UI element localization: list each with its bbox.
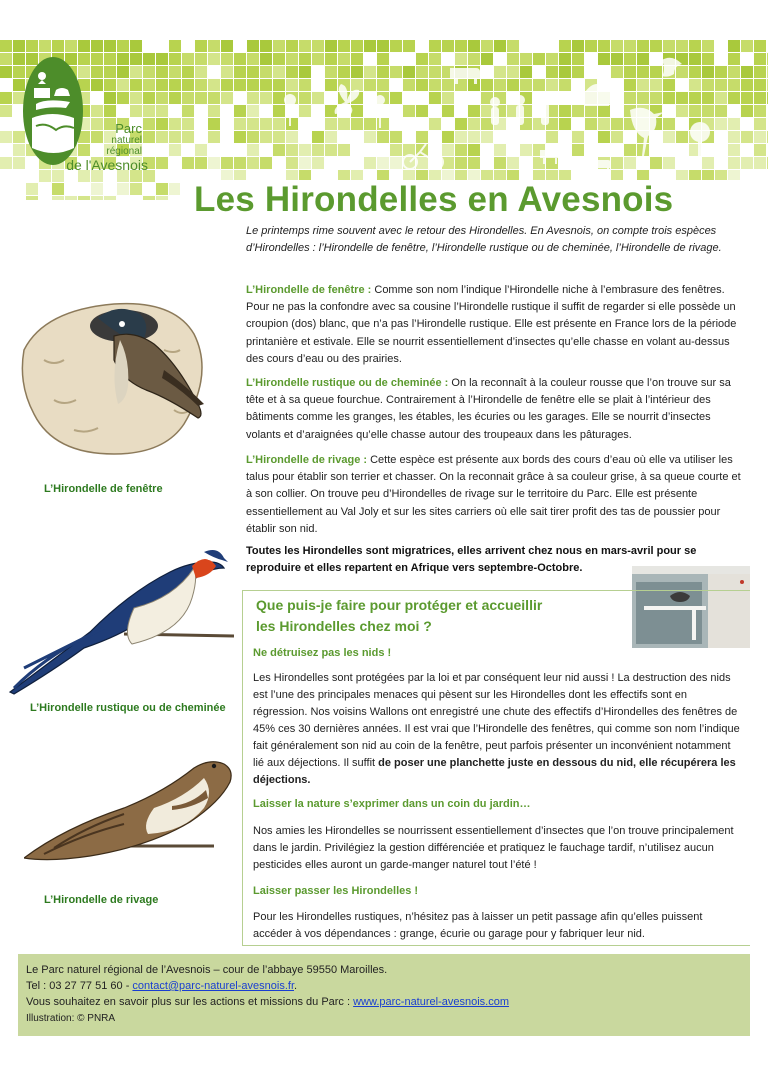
advice-subtitle-2: Laisser la nature s’exprimer dans un coin du jardin… xyxy=(253,798,531,810)
footer-email-after: . xyxy=(294,980,298,992)
parc-logo xyxy=(18,56,148,186)
footer-email-link[interactable]: contact@parc-naturel-avesnois.fr xyxy=(132,980,294,992)
section-lead: L’Hirondelle rustique ou de cheminée : xyxy=(246,377,449,389)
caption-rivage: L’Hirondelle de rivage xyxy=(44,894,159,906)
cow-icon xyxy=(450,68,480,84)
section-fenetre xyxy=(246,282,746,368)
kingfisher-icon xyxy=(630,108,664,156)
logo-line-4: de l'Avesnois xyxy=(66,157,148,173)
section-rustique xyxy=(246,375,746,444)
advice-text-1-body: Les Hirondelles sont protégées par la loi et par conséquent leur nid aussi ! La destruction des nids est l’une des principales menaces qui pèsent sur les Hirondelles dont les effectifs sont en régression. Nos voisins Wallons ont enregistré une chute des effectifs d’Hirondelles des fenêtres de 45% ces 30 dernières années. Il est vrai que l’Hirondelle des fenêtres, qui comme son nom l’indique fait généralement son nid au coin de la fenêtre, peut parfois présenter un inconvénient notamment lié aux déjections. Il suffit xyxy=(253,672,740,769)
logo-line-1: Parc xyxy=(115,121,142,136)
barn-swallow-illustration xyxy=(4,538,238,698)
house-martin-illustration xyxy=(14,290,240,470)
section-text: Cette espèce est présente aux bords des cours d’eau où elle va utiliser les talus pour établir son terrier et chasser. On la reconnait grâce à sa couleur grise, à sa queue courte et à son collier. On trouve peu d’Hirondelles de rivage sur le territoire du Parc. Elle est présente essentiellement au Val Joly et sur les sites carriers où elle sait tirer profit des tas de poussier pour établir son nid. xyxy=(246,454,741,535)
section-text: Comme son nom l’indique l’Hirondelle niche à l’embrasure des fenêtres. Pour ne pas la confondre avec sa cousine l’Hirondelle rustique il suffit de regarder si elle possède un croupion (dos) blanc, que n’a pas l’Hirondelle rustique. Elle est présente en France lors de la période printanière et estivale. Elle se nourrit essentiellement d’insectes qu’elle chasse en volant au-dessus des cours d’eau ou des prairies. xyxy=(246,284,737,365)
caption-fenetre: L’Hirondelle de fenêtre xyxy=(44,483,163,495)
advice-title-line-1: Que puis-je faire pour protéger et accueillir xyxy=(256,597,543,613)
sand-martin-illustration xyxy=(24,748,234,868)
logo-line-2: naturel xyxy=(111,135,142,146)
section-lead: L’Hirondelle de rivage : xyxy=(246,454,368,466)
bicycle-icon xyxy=(403,144,443,169)
footer-more-info xyxy=(26,996,509,1008)
advice-box xyxy=(242,590,750,946)
basket-icon xyxy=(581,84,613,106)
logo-line-3: régional xyxy=(106,146,142,157)
butterfly-icon xyxy=(335,84,360,114)
footer-address: Le Parc naturel régional de l’Avesnois – cour de l’abbaye 59550 Maroilles. xyxy=(26,964,388,976)
pig-icon xyxy=(590,160,611,173)
footer-contact xyxy=(26,980,297,992)
section-lead: L’Hirondelle de fenêtre : xyxy=(246,284,372,296)
header-banner xyxy=(0,40,768,200)
advice-text-2: Nos amies les Hirondelles se nourrissent essentiellement d’insectes que l’on trouve principalement dans le jardin. Privilégiez la gestion différenciée et pratiquez le fauchage tardif, n’utilisez aucun pesticides elles auront un garde-manger naturel tout l’été ! xyxy=(253,825,734,871)
footer-more-info-text: Vous souhaitez en savoir plus sur les actions et missions du Parc : xyxy=(26,996,354,1008)
footer-credit: Illustration: © PNRA xyxy=(26,1013,116,1024)
section-text: On la reconnaît à la couleur rousse que l’on trouve sur sa tête et à sa queue fourchue. Contrairement à l’Hirondelle de fenêtre elle se plait à l’intérieur des bâtiments comme les granges, les étables, les écuries ou les garages. Elle se nourrit d’insectes volants et d’araignées qu’elle chasse autour des troupeaux dans les pâturages. xyxy=(246,377,731,441)
advice-subtitle-1: Ne détruisez pas les nids ! xyxy=(253,647,392,659)
caption-rustique: L’Hirondelle rustique ou de cheminée xyxy=(30,702,226,714)
advice-text-3: Pour les Hirondelles rustiques, n’hésitez pas à laisser un petit passage afin qu’elles puissent accéder à vos dépendances : grange, écurie ou garage pour y fabriquer leur nid. xyxy=(253,911,703,940)
advice-title-line-2: les Hirondelles chez moi ? xyxy=(256,618,432,634)
footer-tel: Tel : 03 27 77 51 60 - xyxy=(26,980,133,992)
people-icon xyxy=(490,93,550,125)
footer-website-link[interactable]: www.parc-naturel-avesnois.com xyxy=(353,996,509,1008)
advice-subtitle-3: Laisser passer les Hirondelles ! xyxy=(253,885,419,897)
footer xyxy=(18,954,750,1036)
intro-text: Le printemps rime souvent avec le retour des Hirondelles. En Avesnois, on compte trois espèces d’Hirondelles : l’Hirondelle de fenêtre, l’Hirondelle rustique ou de cheminée, l’Hirondelle de rivage. xyxy=(246,225,722,254)
tree-icon xyxy=(690,122,710,160)
bird-icon xyxy=(662,58,682,77)
section-rivage xyxy=(246,452,746,538)
page-title: Les Hirondelles en Avesnois xyxy=(194,180,674,219)
advice-text-1-strong: de poser une planchette juste en dessous du nid, elle récupérera les déjections. xyxy=(253,757,736,786)
advice-text-1 xyxy=(253,670,741,789)
migration-note: Toutes les Hirondelles sont migratrices, elles arrivent chez nous en mars-avril pour se reproduire et elles repartent en Afrique vers septembre-Octobre. xyxy=(246,545,697,575)
advice-title xyxy=(256,595,542,637)
